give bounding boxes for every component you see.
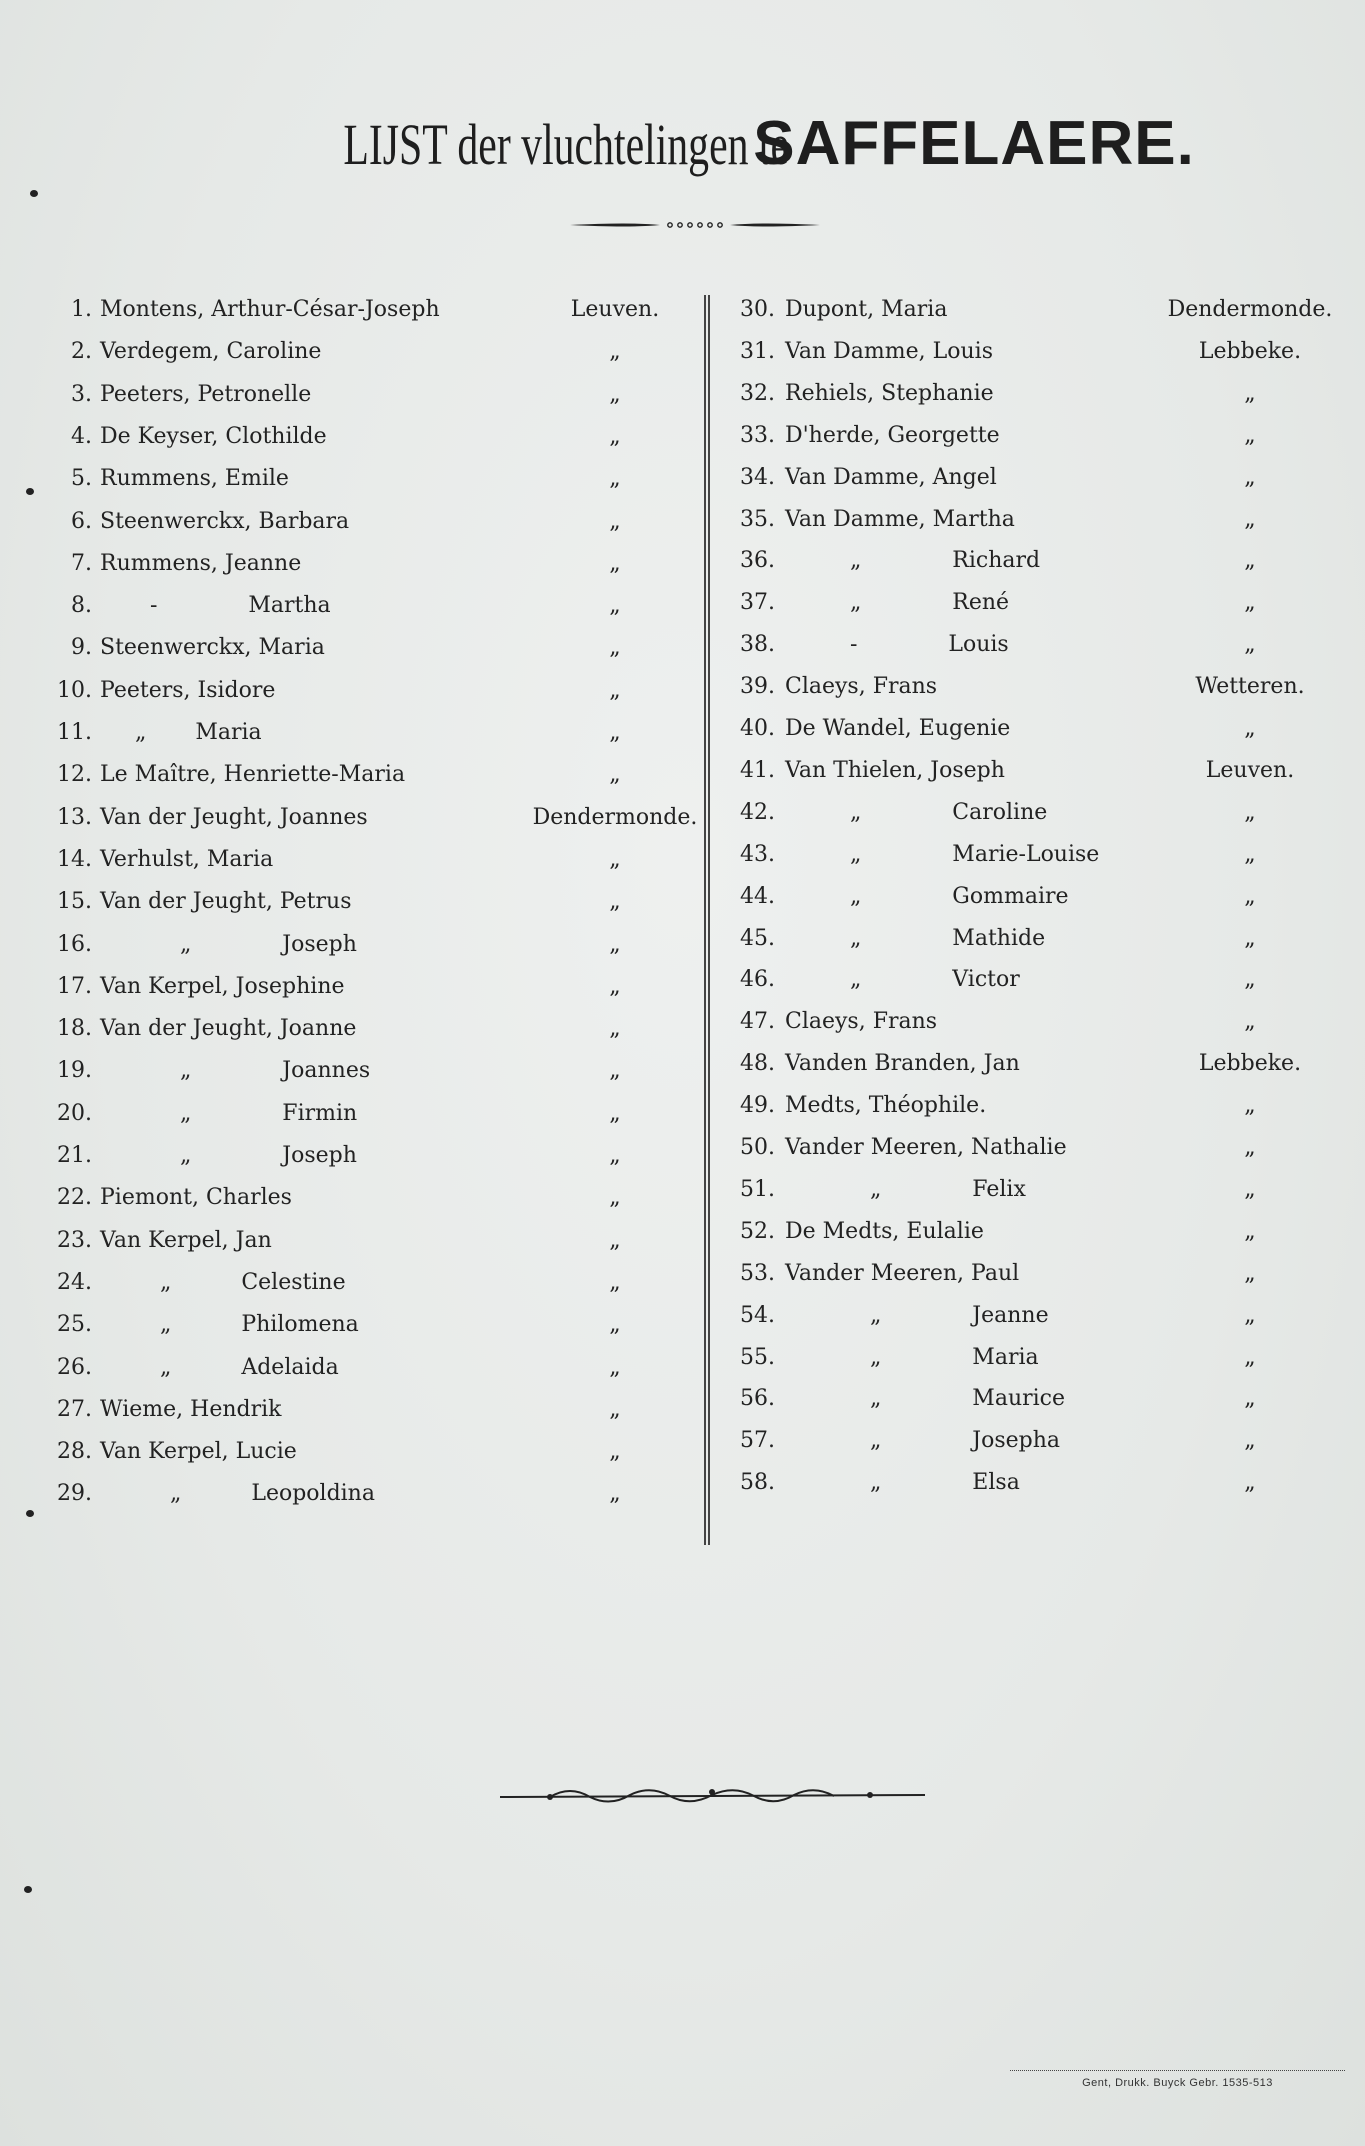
- entry-number: 29.: [57, 1481, 92, 1507]
- entry-origin: „: [609, 889, 621, 915]
- entry-origin: „: [609, 339, 621, 365]
- entry-name: - Martha: [150, 593, 331, 619]
- entry-number: 28.: [57, 1439, 92, 1465]
- entry-origin: „: [1244, 380, 1256, 406]
- entry-origin: „: [1244, 464, 1256, 490]
- entry-number: 58.: [740, 1470, 775, 1496]
- page-title: [0, 108, 1365, 179]
- entry-origin: „: [609, 1016, 621, 1042]
- entry-origin: „: [1244, 1470, 1256, 1496]
- entry-number: 43.: [740, 841, 775, 867]
- entry-number: 8.: [71, 593, 92, 619]
- entry-origin: „: [609, 466, 621, 492]
- entry-number: 2.: [71, 339, 92, 365]
- entry-name: Van der Jeught, Petrus: [100, 889, 352, 915]
- entry-name: Steenwerckx, Maria: [100, 635, 325, 661]
- entry-number: 14.: [57, 846, 92, 872]
- entry-name: „ Felix: [870, 1176, 1026, 1202]
- entry-name: Peeters, Isidore: [100, 677, 276, 703]
- entry-name: Rehiels, Stephanie: [785, 380, 994, 406]
- entry-name: Peeters, Petronelle: [100, 381, 312, 407]
- entry-number: 6.: [71, 508, 92, 534]
- entry-number: 26.: [57, 1354, 92, 1380]
- entry-name: Montens, Arthur-César-Joseph: [100, 297, 440, 322]
- entry-name: Piemont, Charles: [100, 1185, 292, 1211]
- entry-number: 16.: [57, 931, 92, 957]
- entry-origin: „: [1244, 422, 1256, 448]
- entry-number: 56.: [740, 1386, 775, 1412]
- entry-number: 55.: [740, 1344, 775, 1370]
- entry-origin: „: [1244, 925, 1256, 951]
- entry-name: „ Joseph: [180, 931, 357, 957]
- entry-origin: Wetteren.: [1195, 674, 1305, 700]
- entry-name: Vander Meeren, Paul: [785, 1260, 1020, 1286]
- entry-number: 45.: [740, 925, 775, 951]
- entry-number: 49.: [740, 1093, 775, 1119]
- entry-number: 12.: [57, 762, 92, 788]
- entry-number: 3.: [71, 381, 92, 407]
- title-place: SAFFELAERE.: [753, 109, 1195, 178]
- entry-name: „ Gommaire: [850, 883, 1069, 909]
- entry-name: „ Adelaida: [160, 1354, 339, 1380]
- entry-number: 48.: [740, 1051, 775, 1077]
- entry-number: 37.: [740, 590, 775, 616]
- entry-number: 52.: [740, 1218, 775, 1244]
- entry-origin: „: [1244, 1176, 1256, 1202]
- entry-origin: „: [609, 635, 621, 661]
- entry-origin: „: [609, 1354, 621, 1380]
- entry-name: Vander Meeren, Nathalie: [785, 1135, 1067, 1160]
- entry-name: „ Maria: [870, 1344, 1039, 1370]
- entry-origin: „: [1244, 590, 1256, 616]
- entry-name: - Louis: [850, 632, 1009, 658]
- entry-number: 1.: [71, 297, 92, 322]
- entry-name: Claeys, Frans: [785, 674, 938, 700]
- entry-name: Van der Jeught, Joannes: [100, 804, 368, 830]
- entry-number: 53.: [740, 1260, 775, 1286]
- entry-origin: „: [609, 1227, 621, 1253]
- entry-origin: „: [1244, 1218, 1256, 1244]
- entry-name: „ Richard: [850, 548, 1041, 574]
- entry-number: 23.: [57, 1227, 92, 1253]
- entry-number: 25.: [57, 1312, 92, 1338]
- entry-name: Verdegem, Caroline: [100, 339, 322, 365]
- entry-origin: „: [609, 846, 621, 872]
- entry-origin: „: [609, 1396, 621, 1422]
- entry-origin: „: [609, 593, 621, 619]
- entry-number: 40.: [740, 716, 775, 741]
- entry-origin: „: [609, 1143, 621, 1168]
- punch-hole: [26, 1510, 34, 1517]
- entry-name: „ Joannes: [180, 1058, 371, 1084]
- entry-name: „ Victor: [850, 967, 1020, 993]
- entry-origin: Leuven.: [570, 297, 660, 322]
- entry-name: „ René: [850, 590, 1010, 616]
- entry-number: 41.: [740, 757, 775, 783]
- entry-name: „ Leopoldina: [170, 1481, 375, 1507]
- entry-name: Wieme, Hendrik: [100, 1396, 282, 1422]
- entry-number: 54.: [740, 1302, 775, 1328]
- entry-name: Claeys, Frans: [785, 1009, 938, 1035]
- entry-name: „ Mathide: [850, 925, 1046, 951]
- entry-name: Van Damme, Louis: [785, 338, 993, 364]
- entry-name: Van Kerpel, Josephine: [100, 973, 345, 999]
- entry-name: „ Caroline: [850, 799, 1048, 825]
- entry-number: 5.: [71, 466, 92, 492]
- entry-number: 18.: [57, 1016, 92, 1042]
- entry-name: Rummens, Emile: [100, 466, 289, 492]
- entry-number: 42.: [740, 799, 775, 825]
- entry-number: 13.: [57, 804, 92, 830]
- entry-origin: „: [1244, 883, 1256, 909]
- entry-number: 11.: [57, 720, 92, 745]
- entry-name: „ Celestine: [160, 1269, 346, 1295]
- entry-origin: Dendermonde.: [1167, 297, 1333, 322]
- entry-origin: Lebbeke.: [1198, 338, 1302, 364]
- entry-number: 32.: [740, 380, 775, 406]
- entry-origin: „: [609, 720, 621, 745]
- entry-origin: „: [1244, 632, 1256, 658]
- entry-origin: „: [609, 762, 621, 788]
- entry-number: 47.: [740, 1009, 775, 1035]
- entry-name: Dupont, Maria: [785, 297, 948, 322]
- entry-name: Van Thielen, Joseph: [785, 757, 1005, 783]
- entry-number: 27.: [57, 1396, 92, 1422]
- punch-hole: [30, 190, 38, 197]
- entry-name: D'herde, Georgette: [785, 422, 1000, 448]
- entry-name: „ Joseph: [180, 1143, 357, 1168]
- entry-origin: „: [609, 1481, 621, 1507]
- entry-origin: „: [1244, 799, 1256, 825]
- top-ornament: [570, 218, 820, 232]
- entry-name: „ Jeanne: [870, 1302, 1049, 1328]
- entry-name: Rummens, Jeanne: [100, 550, 302, 576]
- entry-number: 34.: [740, 464, 775, 490]
- entry-name: „ Josepha: [870, 1428, 1061, 1454]
- title-prefix: LIJST der vluchtelingen te: [343, 112, 790, 177]
- entry-name: Van der Jeught, Joanne: [100, 1016, 357, 1042]
- entry-origin: „: [1244, 1302, 1256, 1328]
- entry-number: 7.: [71, 550, 92, 576]
- entry-origin: „: [609, 1312, 621, 1338]
- entry-number: 31.: [740, 338, 775, 364]
- entry-number: 57.: [740, 1428, 775, 1454]
- entry-origin: „: [609, 1439, 621, 1465]
- entry-origin: „: [609, 423, 621, 449]
- entry-origin: Lebbeke.: [1198, 1051, 1302, 1077]
- entry-name: Medts, Théophile.: [785, 1093, 987, 1119]
- entry-number: 15.: [57, 889, 92, 915]
- entry-origin: „: [609, 1269, 621, 1295]
- entry-number: 39.: [740, 674, 775, 700]
- entry-origin: „: [1244, 548, 1256, 574]
- entry-origin: „: [1244, 1260, 1256, 1286]
- entry-name: De Keyser, Clothilde: [100, 423, 327, 449]
- entry-name: Vanden Branden, Jan: [785, 1051, 1020, 1077]
- entry-origin: „: [1244, 1344, 1256, 1370]
- entry-number: 10.: [57, 677, 92, 703]
- entry-number: 35.: [740, 506, 775, 532]
- entry-origin: „: [1244, 1093, 1256, 1119]
- entry-origin: „: [1244, 841, 1256, 867]
- entry-origin: „: [609, 677, 621, 703]
- entry-name: Van Kerpel, Lucie: [100, 1439, 297, 1465]
- entry-name: Van Damme, Martha: [785, 506, 1015, 532]
- bottom-ornament: [500, 1783, 925, 1809]
- entry-origin: „: [1244, 1428, 1256, 1454]
- entry-number: 19.: [57, 1058, 92, 1084]
- entry-number: 36.: [740, 548, 775, 574]
- entry-name: Le Maître, Henriette-Maria: [100, 762, 406, 788]
- entry-origin: „: [1244, 967, 1256, 993]
- entry-name: Van Kerpel, Jan: [100, 1227, 272, 1253]
- entry-number: 17.: [57, 973, 92, 999]
- entry-name: De Wandel, Eugenie: [785, 716, 1011, 741]
- entry-name: „ Philomena: [160, 1312, 359, 1338]
- entry-name: Van Damme, Angel: [785, 464, 997, 490]
- entry-origin: „: [609, 508, 621, 534]
- entry-name: „ Elsa: [870, 1470, 1020, 1496]
- entry-name: De Medts, Eulalie: [785, 1218, 984, 1244]
- entry-origin: „: [609, 381, 621, 407]
- entry-number: 20.: [57, 1100, 92, 1126]
- entry-origin: „: [1244, 1009, 1256, 1035]
- entry-number: 30.: [740, 297, 775, 322]
- entry-number: 22.: [57, 1185, 92, 1211]
- entry-name: „ Firmin: [180, 1100, 358, 1126]
- entry-origin: Dendermonde.: [532, 804, 698, 830]
- entry-origin: „: [1244, 506, 1256, 532]
- entry-number: 51.: [740, 1176, 775, 1202]
- entry-number: 46.: [740, 967, 775, 993]
- punch-hole: [24, 1886, 32, 1893]
- entry-origin: „: [609, 1058, 621, 1084]
- entry-number: 4.: [71, 423, 92, 449]
- entry-name: „ Maria: [135, 720, 262, 745]
- entry-name: „ Marie-Louise: [850, 841, 1100, 867]
- entry-origin: „: [609, 1185, 621, 1211]
- entry-number: 33.: [740, 422, 775, 448]
- entry-number: 21.: [57, 1143, 92, 1168]
- entry-origin: „: [609, 931, 621, 957]
- entry-origin: „: [1244, 716, 1256, 741]
- entry-number: 9.: [71, 635, 92, 661]
- entry-origin: Leuven.: [1205, 757, 1295, 783]
- entry-origin: „: [609, 1100, 621, 1126]
- entry-name: Verhulst, Maria: [100, 846, 274, 872]
- entry-number: 38.: [740, 632, 775, 658]
- entry-origin: „: [1244, 1386, 1256, 1412]
- entry-origin: „: [609, 550, 621, 576]
- punch-hole: [26, 488, 34, 495]
- entry-number: 44.: [740, 883, 775, 909]
- entry-name: „ Maurice: [870, 1386, 1066, 1412]
- entry-origin: „: [609, 973, 621, 999]
- entry-number: 24.: [57, 1269, 92, 1295]
- printer-imprint: Gent, Drukk. Buyck Gebr. 1535-513: [1010, 2070, 1345, 2089]
- entry-origin: „: [1244, 1135, 1256, 1160]
- entry-name: Steenwerckx, Barbara: [100, 508, 350, 534]
- entry-number: 50.: [740, 1135, 775, 1160]
